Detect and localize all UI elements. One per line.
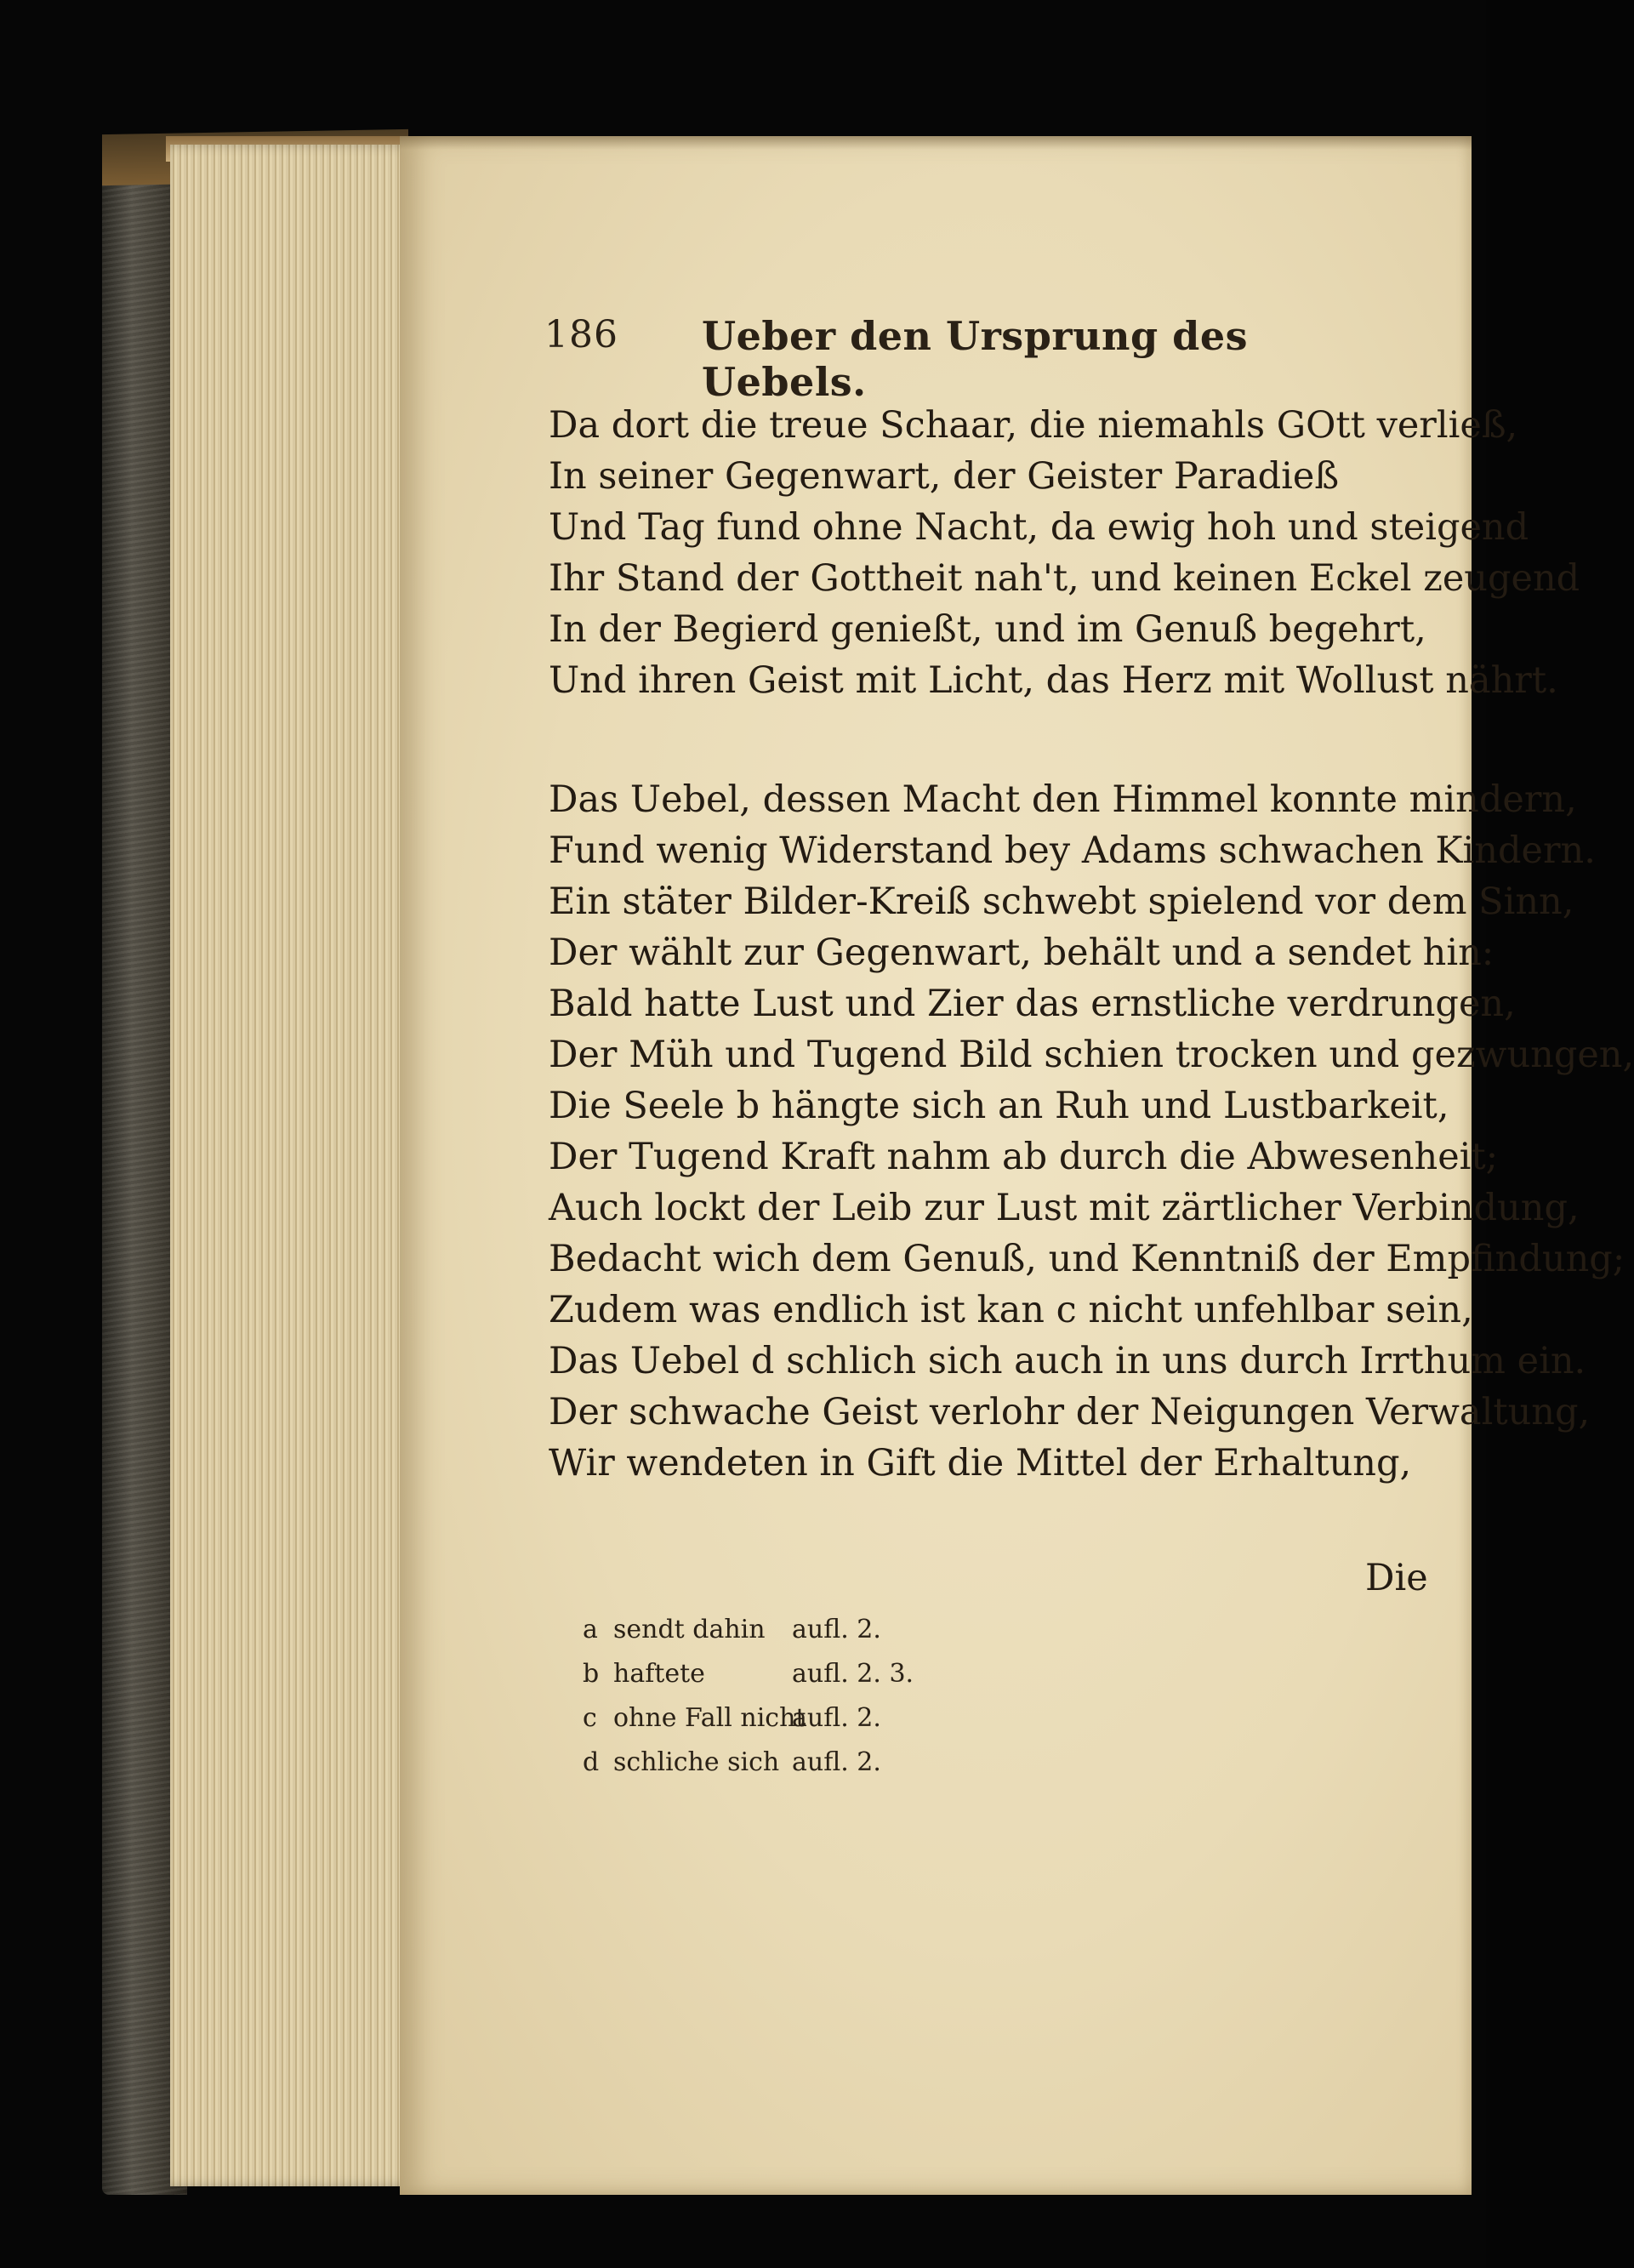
- verse-line: Ihr Stand der Gottheit nah't, und keinen Eckel zeugend: [549, 557, 1580, 600]
- footnote: [583, 1741, 1178, 1785]
- verse-line: Der wählt zur Gegenwart, behält und a sendet hin:: [549, 932, 1495, 974]
- verse-line: Bald hatte Lust und Zier das ernstliche verdrungen,: [549, 983, 1516, 1025]
- footnote-mark: a: [583, 1615, 598, 1644]
- stanza-1: [549, 400, 1580, 706]
- page-header: [544, 313, 1395, 405]
- footnote: [583, 1652, 1178, 1696]
- verse-line: Bedacht wich dem Genuß, und Kenntniß der Empfindung;: [549, 1238, 1625, 1280]
- verse-line: Das Uebel d schlich sich auch in uns durch Irrthum ein.: [549, 1340, 1586, 1382]
- footnote-edition: aufl. 2. 3.: [792, 1659, 914, 1689]
- verse-line: Die Seele b hängte sich an Ruh und Lustbarkeit,: [549, 1085, 1449, 1127]
- footnote-variant: sendt dahin: [613, 1615, 766, 1644]
- footnote-variant: schliche sich: [613, 1747, 780, 1777]
- footnote-variant: haftete: [613, 1659, 705, 1689]
- running-title: Ueber den Ursprung des Uebels.: [702, 313, 1248, 405]
- footnote-edition: aufl. 2.: [792, 1703, 881, 1733]
- page-number: 186: [544, 313, 618, 356]
- footnote-mark: d: [583, 1747, 600, 1777]
- verse-line: Das Uebel, dessen Macht den Himmel konnte mindern,: [549, 778, 1577, 821]
- footnotes: [583, 1608, 1178, 1785]
- verse-line: In der Begierd genießt, und im Genuß begehrt,: [549, 608, 1426, 651]
- verse-line: Und Tag fund ohne Nacht, da ewig hoh und steigend: [549, 506, 1529, 549]
- verse-line: Der Müh und Tugend Bild schien trocken und gezwungen,: [549, 1034, 1634, 1076]
- footnote: [583, 1696, 1178, 1741]
- footnote-variant: ohne Fall nicht: [613, 1703, 806, 1733]
- page-shadow: [400, 136, 1472, 150]
- verse-line: In seiner Gegenwart, der Geister Paradieß: [549, 455, 1340, 498]
- catchword: Die: [1365, 1557, 1428, 1599]
- verse-line: Der schwache Geist verlohr der Neigungen Verwaltung,: [549, 1391, 1591, 1433]
- verse-line: Auch lockt der Leib zur Lust mit zärtlicher Verbindung,: [549, 1187, 1580, 1229]
- verse-line: Wir wendeten in Gift die Mittel der Erhaltung,: [549, 1442, 1412, 1484]
- verse-line: Ein stäter Bilder-Kreiß schwebt spielend vor dem Sinn,: [549, 880, 1574, 923]
- verse-line: Zudem was endlich ist kan c nicht unfehlbar sein,: [549, 1289, 1473, 1331]
- verse-line: Der Tugend Kraft nahm ab durch die Abwesenheit;: [549, 1136, 1499, 1178]
- footnote-mark: c: [583, 1703, 597, 1733]
- page-block-edges: [170, 145, 417, 2186]
- footnote-edition: aufl. 2.: [792, 1747, 881, 1777]
- verse-line: Fund wenig Widerstand bey Adams schwachen Kindern.: [549, 829, 1596, 872]
- verse-line: Und ihren Geist mit Licht, das Herz mit Wollust nährt.: [549, 659, 1558, 702]
- stanza-2: [549, 774, 1634, 1489]
- footnote-edition: aufl. 2.: [792, 1615, 881, 1644]
- footnote: [583, 1608, 1178, 1652]
- footnote-mark: b: [583, 1659, 600, 1689]
- verse-line: Da dort die treue Schaar, die niemahls GOtt verließ,: [549, 404, 1518, 447]
